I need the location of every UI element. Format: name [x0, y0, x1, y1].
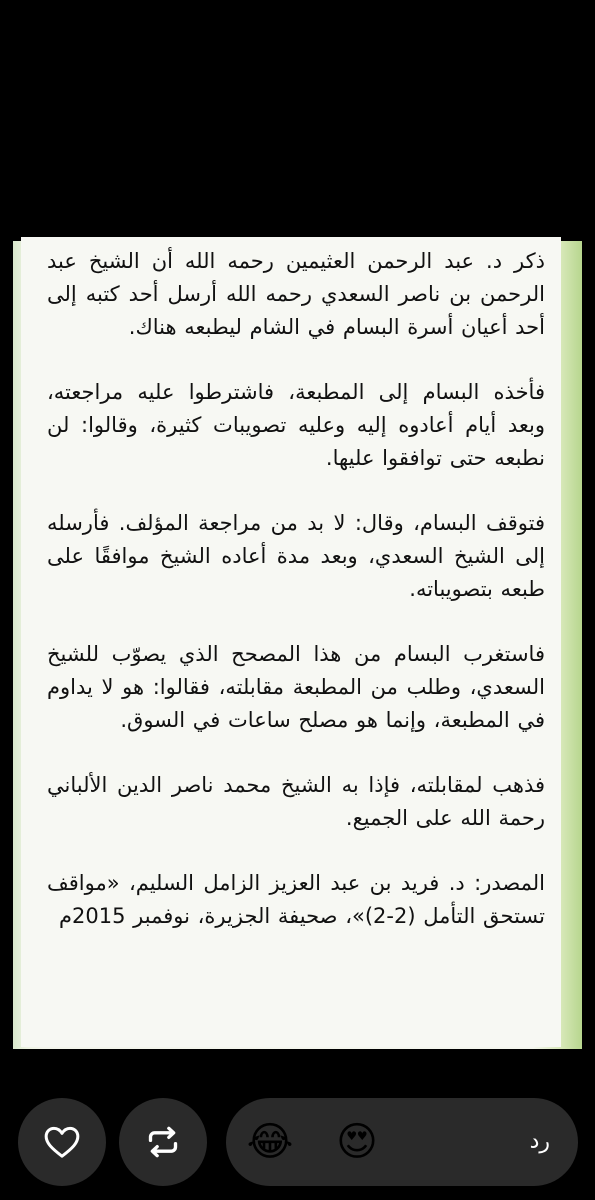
- source-paragraph: المصدر: د. فريد بن عبد العزيز الزامل السليم، «مواقف تستحق التأمل (2-2)»، صحيفة الجزيرة، نوفمبر 2015م: [47, 871, 545, 928]
- paragraph-4: فاستغرب البسام من هذا المصحح الذي يصوّب للشيخ السعدي، وطلب من المطبعة مقابلته، فقالوا: هو لا يداوم في المطبعة، وإنما هو مصلح ساعات في السوق.: [47, 642, 545, 732]
- paragraph-5: فذهب لمقابلته، فإذا به الشيخ محمد ناصر الدين الألباني رحمة الله على الجميع.: [47, 773, 545, 830]
- repost-arrows-icon: [143, 1122, 183, 1162]
- like-button[interactable]: [18, 1098, 106, 1186]
- paragraph-2: فأخذه البسام إلى المطبعة، فاشترطوا عليه مراجعته، وبعد أيام أعادوه إليه وعليه تصويبات كثيرة، وقالوا: لن نطبعه حتى توافقوا عليها.: [47, 380, 545, 470]
- heart-outline-icon: [42, 1122, 82, 1162]
- reply-bar[interactable]: [226, 1098, 578, 1186]
- laughing-emoji-reaction[interactable]: 😂: [246, 1119, 294, 1165]
- post-text-card: [21, 237, 561, 1047]
- paragraph-3: فتوقف البسام، وقال: لا بد من مراجعة المؤلف. فأرسله إلى الشيخ السعدي، وبعد مدة أعاده الشيخ موافقًا على طبعه بتصويباته.: [47, 511, 545, 601]
- action-bar: [0, 1080, 595, 1200]
- reply-label: رد: [529, 1129, 550, 1154]
- heart-eyes-emoji-reaction[interactable]: 😍: [336, 1119, 378, 1165]
- paragraph-1: ذكر د. عبد الرحمن العثيمين رحمه الله أن الشيخ عبد الرحمن بن ناصر السعدي رحمه الله أرسل أحد كتبه إلى أحد أعيان أسرة البسام في الشام ليطبعه هناك.: [47, 249, 545, 339]
- repost-button[interactable]: [119, 1098, 207, 1186]
